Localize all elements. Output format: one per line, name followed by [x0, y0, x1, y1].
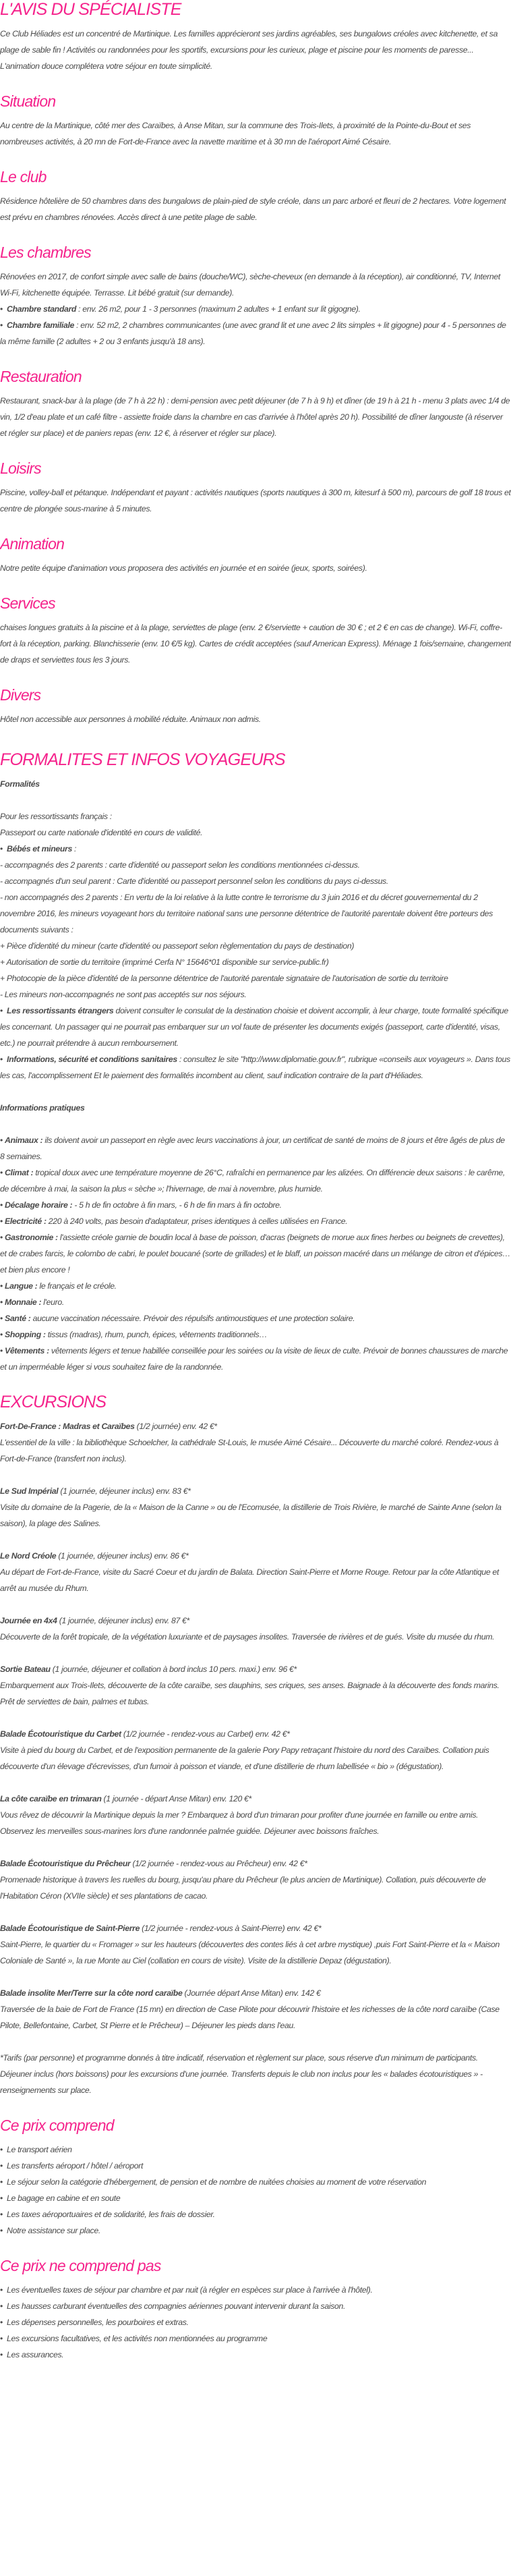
section-chambres	[0, 243, 511, 349]
section-text: Notre petite équipe d'animation vous proposera des activités en journée et en soirée (jeux, sports, soirées).	[0, 563, 367, 573]
pratique-item: • Santé : aucune vaccination nécessaire. Prévoir des répulsifs antimoustiques et une protection solaire.	[0, 1314, 355, 1323]
section-title: Ce prix comprend	[0, 2117, 114, 2134]
bullet-icon: •	[0, 1168, 3, 1177]
excursion-header	[0, 1920, 511, 1936]
excursion-name: La côte caraïbe en trimaran	[0, 1794, 102, 1803]
excursion-price: (1 journée, déjeuner inclus) env. 87 €*	[57, 1616, 189, 1625]
section-situation	[0, 92, 511, 150]
section-text: Au centre de la Martinique, côté mer des Caraïbes, à Anse Mitan, sur la commune des Trois-Ilets, à proximité de la Pointe-du-Bout et ses nombreuses activités, à 20 mn de Fort-de-France avec la navette maritime et à 30 mn de l'aéroport Aimé Césaire.	[0, 121, 471, 146]
section-title: Loisirs	[0, 459, 41, 477]
etrangers-item: • Les ressortissants étrangers doivent consulter le consulat de la destination choisie et doivent accomplir, à leur charge, toute formalité spécifique les concernant. Un passager qui ne pourrait pas embarquer sur un vol faute de présenter les documents exigés (passeport, carte d'identité, visas, etc.) ne pourrait prétendre à aucun remboursement.	[0, 1006, 508, 1048]
bullet-icon: •	[0, 2177, 3, 2187]
bullet-icon: •	[0, 1297, 3, 1307]
excursion-description: Promenade historique à travers les ruelles du bourg, jusqu'au phare du Prêcheur (le plus ancien de Martinique). Collation, puis découverte de l'Habitation Céron (XVIIe siècle) et ses plantations de cacao.	[0, 1875, 486, 1901]
list-item: • Les transferts aéroport / hôtel / aéroport	[0, 2161, 144, 2171]
excursion-item	[0, 1985, 511, 2034]
section-services	[0, 594, 511, 668]
section-text: chaises longues gratuits à la piscine et à la plage, serviettes de plage (env. 2 €/serviette + caution de 30 € ; et 2 € en cas de change). Wi-Fi, coffre-fort à la réception, parking. Blanchisserie (env. 10 €/5 kg). Cartes de crédit acceptées (sauf American Express). Ménage 1 fois/semaine, changement de draps et serviettes tous les 3 jours.	[0, 623, 511, 665]
mineurs-line: + Pièce d'identité du mineur (carte d'identité ou passeport selon règlementation du pays de destination)	[0, 941, 355, 951]
excursion-name: Balade Écotouristique du Carbet	[0, 1729, 121, 1739]
bullet-icon: •	[0, 2285, 3, 2295]
bullet-icon: •	[0, 2301, 3, 2311]
section-title: Services	[0, 594, 55, 612]
section-title: Animation	[0, 535, 65, 553]
formalites-line: Pour les ressortissants français :	[0, 812, 112, 821]
list-item: • Le séjour selon la catégorie d'hébergement, de pension et de nombre de nuitées choisies au moment de votre réservation	[0, 2177, 427, 2187]
bullet-icon: •	[0, 1346, 3, 1355]
bullet-icon: •	[0, 1233, 3, 1242]
excursion-price: (1 journée, déjeuner inclus) env. 83 €*	[58, 1486, 191, 1496]
bullet-icon: •	[0, 1216, 3, 1226]
excursion-description: Saint-Pierre, le quartier du « Fromager » sur les hauteurs (découvertes des contes liés à cet arbre mystique) ,puis Fort Saint-Pierre et la « Maison Coloniale de Santé », la rue Monte au Ciel (collation en cours de visite). Visite de la distillerie Depaz (dégustation).	[0, 1940, 500, 1965]
excursion-name: Sortie Bateau	[0, 1664, 51, 1674]
excursion-header	[0, 1483, 511, 1499]
excursion-item	[0, 1483, 511, 1532]
pratique-item: • Monnaie : l'euro.	[0, 1297, 64, 1307]
bullet-icon: •	[0, 2350, 3, 2359]
bullet-icon: •	[0, 2193, 3, 2203]
pratique-item: • Climat : tropical doux avec une température moyenne de 26°C, rafraîchi en permanence par les alizées. On différencie deux saisons : le carême, de décembre à mai, la saison la plus « sèche »; l'hivernage, de mai à novembre, plus humide.	[0, 1168, 505, 1194]
section-title: Situation	[0, 92, 56, 110]
bullet-icon: •	[0, 320, 3, 330]
section-title: Restauration	[0, 368, 82, 385]
excursion-item	[0, 1661, 511, 1710]
section-title: Divers	[0, 686, 41, 704]
bullet-icon: •	[0, 1136, 3, 1145]
excursion-header	[0, 1726, 511, 1742]
excursion-name: Fort-De-France : Madras et Caraïbes	[0, 1422, 135, 1431]
section-prix-comprend	[0, 2116, 511, 2239]
section-text: Piscine, volley-ball et pétanque. Indépendant et payant : activités nautiques (sports nautiques à 300 m, kitesurf à 500 m), parcours de golf 18 trous et centre de plongée sous-marine à 5 minutes.	[0, 488, 511, 513]
bullet-icon: •	[0, 1006, 3, 1015]
list-item: • Les assurances.	[0, 2350, 64, 2359]
bullet-icon: •	[0, 304, 3, 314]
section-text: Restaurant, snack-bar à la plage (de 7 h à 22 h) : demi-pension avec petit déjeuner (de 7 h à 9 h) et dîner (de 19 h à 21 h - menu 3 plats avec 1/4 de vin, 1/2 d'eau plate et un café filtre - assiette froide dans la chambre en cas d'arrivée à l'hôtel après 20 h). Possibilité de dîner langouste (à réserver et régler sur place) et de paniers repas (env. 12 €, à réserver et régler sur place).	[0, 396, 510, 438]
excursion-description: Visite du domaine de la Pagerie, de la « Maison de la Canne » ou de l'Ecomusée, la distillerie de Trois Rivière, le marché de Sainte Anne (selon la saison), la plage des Salines.	[0, 1503, 502, 1528]
section-divers	[0, 685, 511, 727]
bullet-icon: •	[0, 2226, 3, 2235]
bullet-icon: •	[0, 2318, 3, 2327]
excursion-item	[0, 1726, 511, 1774]
section-club	[0, 167, 511, 225]
excursion-header	[0, 1985, 511, 2001]
bullet-icon: •	[0, 1055, 3, 1064]
excursion-description: Visite à pied du bourg du Carbet, et de l'exposition permanente de la galerie Pory Papy retraçant l'histoire du nord des Caraïbes. Collation puis découverte d'un élevage d'écrevisses, d'un fumoir à poisson et viande, et d'une distillerie de rhum labellisée « bio » (dégustation).	[0, 1745, 489, 1771]
excursion-description: Au départ de Fort-de-France, visite du Sacré Coeur et du jardin de Balata. Direction Saint-Pierre et Morne Rouge. Retour par la côte Atlantique et arrêt au musée du Rhum.	[0, 1567, 499, 1593]
excursion-header	[0, 1855, 511, 1872]
excursion-header	[0, 1548, 511, 1564]
excursion-price: (Journée départ Anse Mitan) env. 142 €	[182, 1988, 321, 1998]
subsection-title: Formalités	[0, 779, 40, 789]
excursion-name: Le Sud Impérial	[0, 1486, 59, 1496]
excursion-name: Le Nord Créole	[0, 1551, 57, 1561]
excursion-name: Journée en 4x4	[0, 1616, 57, 1625]
mineurs-line: - accompagnés d'un seul parent : Carte d'identité ou passeport personnel selon les conditions du pays ci-dessus.	[0, 876, 388, 886]
excursions-note: *Tarifs (par personne) et programme donnés à titre indicatif, réservation et règlement sur place, sous réserve d'un minimum de participants. Déjeuner inclus (hors boissons) pour les excursions d'une journée. Transferts depuis le club non inclus pour les « balades écotouristiques » - renseignements sur place.	[0, 2053, 483, 2095]
excursion-header	[0, 1418, 511, 1434]
section-animation	[0, 534, 511, 576]
infos-securite-item: • Informations, sécurité et conditions sanitaires : consultez le site "http://www.diplomatie.gouv.fr", rubrique «conseils aux voyageurs ». Dans tous les cas, l'accomplissement Et le paiement des formalités incombent au client, sauf indication contraire de la part d'Héliades.	[0, 1055, 510, 1080]
pratique-item: • Décalage horaire : - 5 h de fin octobre à fin mars, - 6 h de fin mars à fin octobre.	[0, 1200, 282, 1210]
list-item: • Le transport aérien	[0, 2145, 72, 2154]
excursion-item	[0, 1548, 511, 1596]
list-item: • Les excursions facultatives, et les activités non mentionnées au programme	[0, 2334, 268, 2343]
list-item: • Les dépenses personnelles, les pourboires et extras.	[0, 2318, 189, 2327]
excursion-description: Embarquement aux Trois-Ilets, découverte de la côte caraïbe, ses dauphins, ses criques, ses anses. Baignade à la découverte des fonds marins. Prêt de serviettes de bain, palmes et tubas.	[0, 1681, 500, 1706]
excursion-header	[0, 1613, 511, 1629]
excursion-description: Traversée de la baie de Fort de France (15 mn) en direction de Case Pilote pour découvrir l'histoire et les richesses de la côte nord caraïbe (Case Pilote, Bellefontaine, Carbet, St Pierre et le Prêcheur) – Déjeuner les pieds dans l'eau.	[0, 2005, 500, 2030]
section-prix-ne-comprend-pas	[0, 2256, 511, 2363]
bullet-icon: •	[0, 1281, 3, 1291]
section-loisirs	[0, 459, 511, 517]
excursion-name: Balade Écotouristique de Saint-Pierre	[0, 1924, 140, 1933]
section-title: Ce prix ne comprend pas	[0, 2257, 161, 2274]
section-text: Résidence hôtelière de 50 chambres dans des bungalows de plain-pied de style créole, dans un parc arboré et fleuri de 2 hectares. Votre logement est prévu en chambres rénovées. Accès direct à une petite plage de sable.	[0, 196, 506, 222]
mineurs-line: - Les mineurs non-accompagnés ne sont pas acceptés sur nos séjours.	[0, 990, 247, 999]
section-avis	[0, 0, 511, 74]
bullet-icon: •	[0, 844, 3, 853]
bullet-icon: •	[0, 2210, 3, 2219]
excursion-price: (1/2 journée - rendez-vous au Carbet) env. 42 €*	[121, 1729, 290, 1739]
excursion-header	[0, 1661, 511, 1677]
pratique-item: • Shopping : tissus (madras), rhum, punch, épices, vêtements traditionnels…	[0, 1330, 268, 1339]
list-item: • Les hausses carburant éventuelles des compagnies aériennes pouvant intervenir durant la saison.	[0, 2301, 346, 2311]
bullet-icon: •	[0, 2145, 3, 2154]
excursion-header	[0, 1791, 511, 1807]
list-item: • Notre assistance sur place.	[0, 2226, 100, 2235]
section-text: Ce Club Héliades est un concentré de Martinique. Les familles apprécieront ses jardins agréables, ses bungalows créoles avec kitchenette, et sa plage de sable fin ! Activités ou randonnées pour les sportifs, excursions pour les curieux, plage et piscine pour les moments de paresse... L'animation douce complétera votre séjour en toute simplicité.	[0, 29, 498, 71]
section-text: Hôtel non accessible aux personnes à mobilité réduite. Animaux non admis.	[0, 715, 261, 724]
excursion-item	[0, 1791, 511, 1839]
bullet-icon: •	[0, 1330, 3, 1339]
excursion-description: L'essentiel de la ville : la bibliothèque Schoelcher, la cathédrale St-Louis, le musée Aimé Césaire... Découverte du marché coloré. Rendez-vous à Fort-de-France (transfert non inclus).	[0, 1438, 499, 1463]
excursion-price: (1 journée, déjeuner inclus) env. 86 €*	[56, 1551, 189, 1561]
mineurs-line: - non accompagnés des 2 parents : En vertu de la loi relative à la lutte contre le terrorisme du 3 juin 2016 et du décret gouvernemental du 2 novembre 2016, les mineurs voyageant hors du territoire national sans une personne détentrice de l'autorité parentale doivent être porteurs des documents suivants :	[0, 893, 493, 934]
excursion-price: (1/2 journée - rendez-vous à Saint-Pierre) env. 42 €*	[140, 1924, 322, 1933]
excursion-price: (1/2 journée) env. 42 €*	[134, 1422, 217, 1431]
section-formalites	[0, 750, 511, 1375]
section-restauration	[0, 367, 511, 441]
excluded-list	[0, 2282, 511, 2363]
list-item: • Le bagage en cabine et en soute	[0, 2193, 121, 2203]
room-type-label: Chambre familiale	[7, 320, 75, 330]
room-type-label: Chambre standard	[7, 304, 77, 314]
section-title: EXCURSIONS	[0, 1393, 107, 1411]
bullet-icon: •	[0, 1200, 3, 1210]
excursion-description: Vous rêvez de découvrir la Martinique depuis la mer ? Embarquez à bord d'un trimaran pour profiter d'une journée en famille ou entre amis. Observez les merveilles sous-marines lors d'une randonnée palmée guidée. Déjeuner avec boissons fraîches.	[0, 1810, 479, 1836]
excursion-price: (1 journée, déjeuner et collation à bord inclus 10 pers. maxi.) env. 96 €*	[50, 1664, 297, 1674]
room-type-item: • Chambre familiale : env. 52 m2, 2 chambres communicantes (une avec grand lit et une avec 2 lits simples + lit gigogne) pour 4 - 5 personnes de la même famille (2 adultes + 2 ou 3 enfants jusqu'à 18 ans).	[0, 320, 506, 346]
formalites-line: Passeport ou carte nationale d'identité en cours de validité.	[0, 828, 203, 837]
section-title: L'AVIS DU SPÉCIALISTE	[0, 0, 181, 19]
bullet-icon: •	[0, 2334, 3, 2343]
excursion-price: (1/2 journée - rendez-vous au Prêcheur) env. 42 €*	[130, 1859, 307, 1868]
excursion-item	[0, 1613, 511, 1645]
excursion-description: Découverte de la forêt tropicale, de la végétation luxuriante et de paysages insolites. Traversée de rivières et de gués. Visite du musée du rhum.	[0, 1632, 495, 1642]
subsection-title: Informations pratiques	[0, 1103, 85, 1113]
excursion-item	[0, 1855, 511, 1904]
mineurs-line: + Autorisation de sortie du territoire (imprimé Cerfa N° 15646*01 disponible sur service-public.fr)	[0, 957, 329, 967]
section-title: Le club	[0, 168, 47, 186]
pratique-item: • Vêtements : vêtements légers et tenue habillée conseillée pour les soirées ou la visite de lieux de culte. Prévoir de bonnes chaussures de marche et un imperméable léger si vous souhaitez faire de la randonnée.	[0, 1346, 508, 1372]
excursion-item	[0, 1418, 511, 1467]
bullet-icon: •	[0, 1314, 3, 1323]
section-excursions	[0, 1393, 511, 2098]
list-item: • Les taxes aéroportuaires et de solidarité, les frais de dossier.	[0, 2210, 215, 2219]
list-item: • Les éventuelles taxes de séjour par chambre et par nuit (à régler en espèces sur place à l'arrivée à l'hôtel).	[0, 2285, 373, 2295]
bullet-icon: •	[0, 2161, 3, 2171]
pratique-item: • Animaux : ils doivent avoir un passeport en règle avec leurs vaccinations à jour, un certificat de santé de moins de 8 jours et être âgés de plus de 8 semaines.	[0, 1136, 505, 1161]
excursion-item	[0, 1920, 511, 1969]
included-list	[0, 2141, 511, 2239]
excursion-price: (1 journée - départ Anse Mitan) env. 120 €*	[101, 1794, 251, 1803]
section-title: Les chambres	[0, 244, 91, 261]
pratique-item: • Gastronomie : l'assiette créole garnie de boudin local à base de poisson, d'acras (beignets de morue aux fines herbes ou beignets de crevettes), et de crabes farcis, le colombo de cabri, le poulet boucané (sorte de grillades) et le blaff, un poisson macéré dans un mélange de citron et d'épices… et bien plus encore !	[0, 1233, 511, 1275]
mineurs-line: - accompagnés des 2 parents : carte d'identité ou passeport selon les conditions mentionnées ci-dessus.	[0, 860, 360, 870]
section-text: Rénovées en 2017, de confort simple avec salle de bains (douche/WC), sèche-cheveux (en demande à la réception), air conditionné, TV, Internet Wi-Fi, kitchenette équipée. Terrasse. Lit bébé gratuit (sur demande).	[0, 272, 500, 298]
pratique-item: • Langue : le français et le créole.	[0, 1281, 117, 1291]
excursion-name: Balade Écotouristique du Prêcheur	[0, 1859, 131, 1868]
excursion-name: Balade insolite Mer/Terre sur la côte nord caraïbe	[0, 1988, 183, 1998]
mineurs-line: + Photocopie de la pièce d'identité de la personne détentrice de l'autorité parentale signataire de l'autorisation de sortie du territoire	[0, 974, 448, 983]
room-type-item: • Chambre standard : env. 26 m2, pour 1 - 3 personnes (maximum 2 adultes + 1 enfant sur lit gigogne).	[0, 304, 361, 314]
bebes-mineurs-heading: • Bébés et mineurs :	[0, 844, 77, 853]
pratique-item: • Electricité : 220 à 240 volts, pas besoin d'adaptateur, prises identiques à celles utilisées en France.	[0, 1216, 348, 1226]
section-title: FORMALITES ET INFOS VOYAGEURS	[0, 750, 285, 769]
